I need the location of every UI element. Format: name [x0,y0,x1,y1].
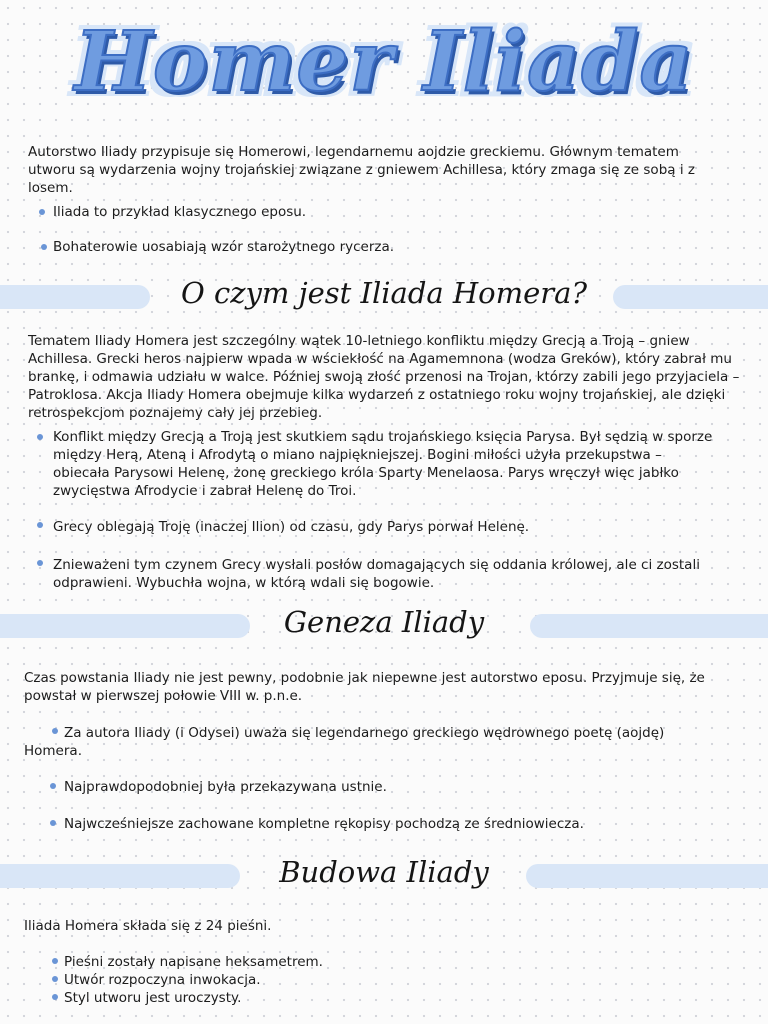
intro-bullet-2: Bohaterowie uosabiają wzór starożytnego rycerza. [53,239,395,255]
title-text: Homer Iliada [74,14,694,110]
section3-paragraph: Iliada Homera składa się z 24 pieśni. [24,918,272,934]
section-heading-geneza: Geneza Iliady [283,605,485,639]
bullet-dot-icon [39,209,45,215]
section1-bullet-2: Grecy oblegają Troję (inaczej Ilion) od czasu, gdy Parys porwał Helenę. [53,519,530,535]
section1-paragraph: Tematem Iliady Homera jest szczególny wątek 10-letniego konfliktu między Grecją a Troją – gniew Achillesa. Grecki heros najpierw wpada w wściekłość na Agamemnona (wodza Greków), który zabrał mu brankę, i odmawia udziału w walce. Później swoją złość przenosi na Trojan, którzy zabili jego przyjaciela – Patroklosa. Akcja Iliady Homera obejmuje kilka wydarzeń z ostatniego roku wojny trojańskiej, ale dzięki retrospekcjom poznajemy cały jej przebieg. [28,333,740,421]
bullet-dot-icon [50,820,56,826]
bullet-dot-icon [50,783,56,789]
section1-bullet-1: Konflikt między Grecją a Troją jest skutkiem sądu trojańskiego księcia Parysa. Był sędzią w sporze między Herą, Ateną i Afrodytą o miano najpiękniejszej. Bogini miłości użyła przekupstwa – obiecała Parysowi Helenę, żonę greckiego króla Sparty Menelaosa. Parys wręczył więc jabłko zwycięstwa Afrodycie i zabrał Helenę do Troi. [53,429,713,499]
section3-bullet-3: Styl utworu jest uroczysty. [64,990,242,1006]
section-heading-budowa: Budowa Iliady [279,855,489,889]
section3-bullet-2: Utwór rozpoczyna inwokacja. [64,972,261,988]
bullet-dot-icon [41,244,47,250]
bullet-dot-icon [37,522,43,528]
bullet-dot-icon [52,994,58,1000]
section3-bullet-1: Pieśni zostały napisane heksametrem. [64,954,323,970]
section2-paragraph: Czas powstania Iliady nie jest pewny, podobnie jak niepewne jest autorstwo eposu. Przyjmuje się, że powstał w pierwszej połowie VIII w. p.n.e. [24,670,705,704]
bullet-dot-icon [52,976,58,982]
section2-bullet-3: Najwcześniejsze zachowane kompletne rękopisy pochodzą ze średniowiecza. [64,816,584,832]
section2-bullet-1: Za autora Iliady (i Odysei) uważa się legendarnego greckiego wędrownego poetę (aojdę) Homera. [24,725,665,759]
intro-paragraph: Autorstwo Iliady przypisuje się Homerowi, legendarnemu aojdzie greckiemu. Głównym tematem utworu są wydarzenia wojny trojańskiej związane z gniewem Achillesa, który zmaga się ze sobą i z losem. [28,144,695,196]
section2-bullet-2: Najprawdopodobniej była przekazywana ustnie. [64,779,387,795]
intro-bullet-1: Iliada to przykład klasycznego eposu. [53,204,307,220]
section-heading-o-czym: O czym jest Iliada Homera? [181,276,587,310]
bullet-dot-icon [37,434,43,440]
page-title [0,2,768,122]
bullet-dot-icon [52,958,58,964]
section1-bullet-3: Znieważeni tym czynem Grecy wysłali posłów domagających się oddania królowej, ale ci zostali odprawieni. Wybuchła wojna, w którą wdali się bogowie. [53,557,700,591]
bullet-dot-icon [37,560,43,566]
